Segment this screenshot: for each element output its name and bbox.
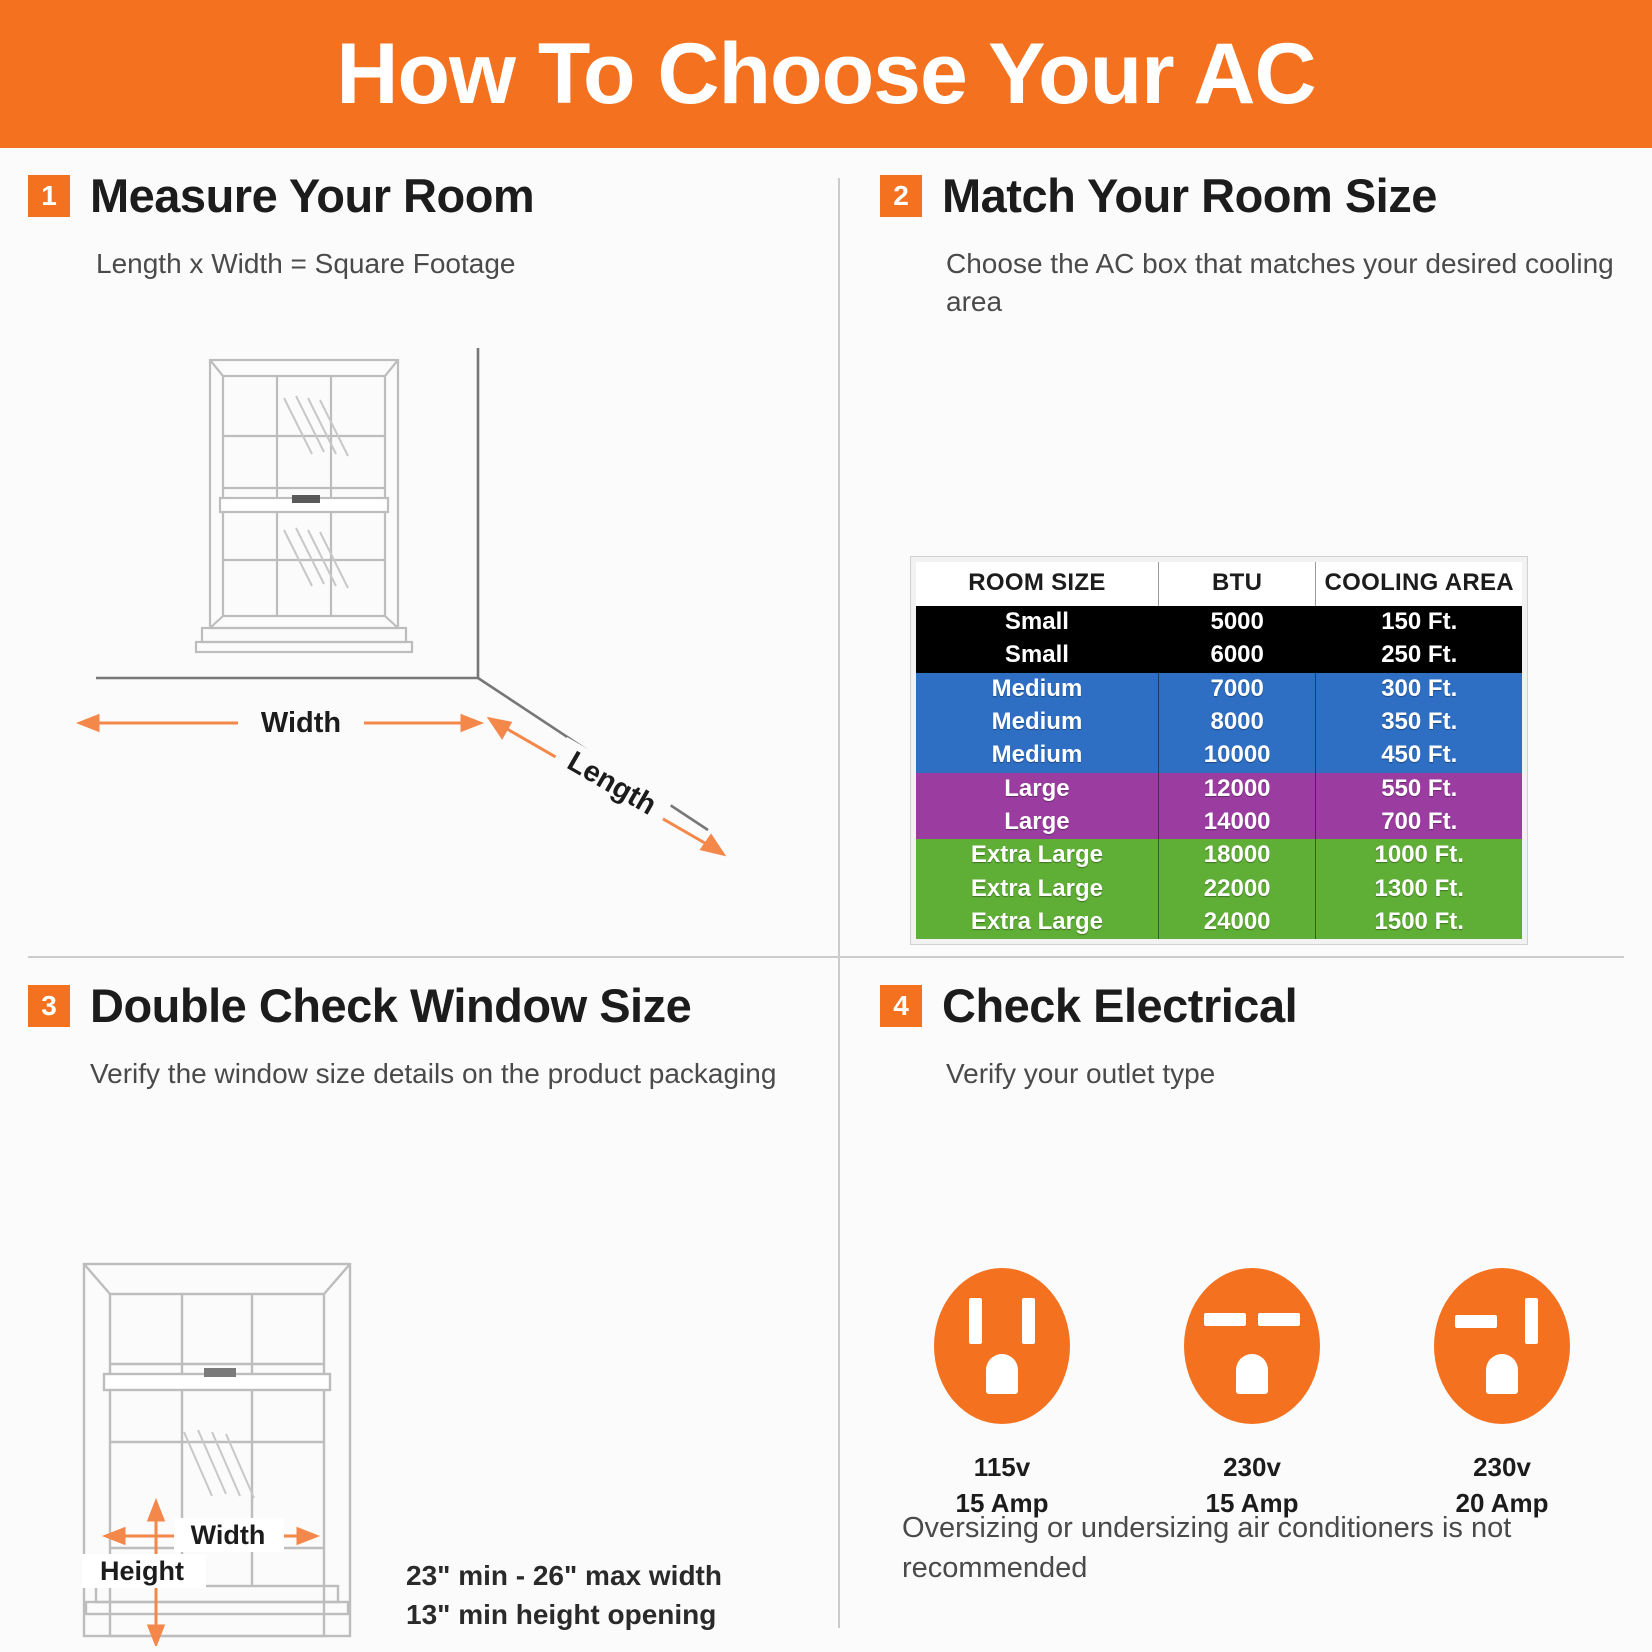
section-double-check-window-size (28, 978, 818, 1631)
section-2-subtitle: Choose the AC box that matches your desired cooling area (946, 248, 1614, 317)
outlet-3-amps: 20 Amp (1455, 1487, 1549, 1518)
cell-room_size: Small (916, 606, 1158, 639)
content-grid (0, 148, 1652, 1652)
cell-cooling_area: 150 Ft. (1316, 606, 1522, 639)
outlet-1-amps: 15 Amp (955, 1487, 1049, 1518)
section-4-title: Check Electrical (942, 979, 1298, 1032)
room-diagram-svg (68, 348, 788, 868)
outlet-slot-left-horizontal (1204, 1313, 1246, 1326)
outlet-slot-left-horizontal (1455, 1315, 1497, 1328)
window-illustration-icon (196, 360, 412, 652)
section-4-header (880, 978, 1630, 1033)
cell-cooling_area: 550 Ft. (1316, 773, 1522, 806)
ac-sizing-table-wrapper (910, 556, 1528, 945)
cell-cooling_area: 1300 Ft. (1316, 873, 1522, 906)
step-badge-4: 4 (880, 985, 922, 1027)
outlet-option-3[interactable] (1402, 1268, 1602, 1522)
cell-cooling_area: 250 Ft. (1316, 639, 1522, 672)
section-3-header (28, 978, 818, 1033)
column-header-btu: BTU (1158, 562, 1316, 606)
outlet-ground-hole (1236, 1354, 1268, 1394)
width-label: Width (260, 707, 342, 739)
table-row (916, 806, 1522, 839)
outlet-ground-hole (1486, 1354, 1518, 1394)
length-label-group (549, 737, 674, 830)
cell-cooling_area: 1000 Ft. (1316, 839, 1522, 872)
table-row (916, 673, 1522, 706)
section-1-subtitle: Length x Width = Square Footage (96, 248, 516, 279)
cell-btu: 5000 (1158, 606, 1316, 639)
section-1-title: Measure Your Room (90, 169, 535, 222)
page-header (0, 0, 1652, 148)
cell-cooling_area: 700 Ft. (1316, 806, 1522, 839)
cell-btu: 6000 (1158, 639, 1316, 672)
cell-cooling_area: 300 Ft. (1316, 673, 1522, 706)
table-row (916, 873, 1522, 906)
section-2-header (880, 168, 1630, 223)
cell-cooling_area: 350 Ft. (1316, 706, 1522, 739)
cell-room_size: Extra Large (916, 839, 1158, 872)
section-3-title: Double Check Window Size (90, 979, 692, 1032)
length-label: Length (561, 745, 662, 822)
page-title: How To Choose Your AC (336, 26, 1316, 122)
outlet-230v-15amp-icon (1184, 1268, 1320, 1424)
cell-room_size: Medium (916, 739, 1158, 772)
window-width-label: Width (190, 1520, 266, 1550)
cell-btu: 10000 (1158, 739, 1316, 772)
table-row (916, 639, 1522, 672)
outlet-slot-right-vertical (1525, 1298, 1538, 1344)
outlet-1-volts: 115v (973, 1452, 1031, 1482)
table-row (916, 606, 1522, 639)
column-header-room-size: ROOM SIZE (916, 562, 1158, 606)
outlet-2-amps: 15 Amp (1205, 1487, 1299, 1518)
cell-btu: 8000 (1158, 706, 1316, 739)
column-header-cooling-area: COOLING AREA (1316, 562, 1522, 606)
outlet-ground-hole (986, 1354, 1018, 1394)
outlet-option-2[interactable] (1152, 1268, 1352, 1522)
cell-btu: 22000 (1158, 873, 1316, 906)
outlet-slot-right-horizontal (1258, 1313, 1300, 1326)
cell-btu: 7000 (1158, 673, 1316, 706)
cell-cooling_area: 450 Ft. (1316, 739, 1522, 772)
window-size-svg (76, 1246, 376, 1646)
window-measurement-note (406, 1556, 722, 1634)
outlet-230v-20amp-icon (1434, 1268, 1570, 1424)
cell-room_size: Small (916, 639, 1158, 672)
window-size-diagram (76, 1246, 376, 1646)
step-badge-1: 1 (28, 175, 70, 217)
outlet-3-volts: 230v (1473, 1452, 1531, 1482)
cell-room_size: Extra Large (916, 906, 1158, 939)
cell-cooling_area: 1500 Ft. (1316, 906, 1522, 939)
vertical-divider (838, 178, 840, 1628)
outlet-2-volts: 230v (1223, 1452, 1281, 1482)
section-measure-your-room (28, 168, 818, 948)
section-2-title: Match Your Room Size (942, 169, 1437, 222)
outlet-115v-15amp-icon (934, 1268, 1070, 1424)
table-header-row (916, 562, 1522, 606)
table-row (916, 773, 1522, 806)
window-height-label: Height (100, 1556, 184, 1586)
cell-room_size: Large (916, 806, 1158, 839)
table-body (916, 606, 1522, 939)
electrical-footer-note: Oversizing or undersizing air conditioners is not recommended (902, 1512, 1512, 1585)
cell-room_size: Large (916, 773, 1158, 806)
cell-room_size: Medium (916, 706, 1158, 739)
window-note-line-1: 23" min - 26" max width (406, 1560, 722, 1591)
outlet-slot-left-vertical (969, 1298, 982, 1344)
cell-room_size: Extra Large (916, 873, 1158, 906)
table-row (916, 839, 1522, 872)
table-row (916, 906, 1522, 939)
ac-sizing-table (916, 562, 1522, 939)
cell-room_size: Medium (916, 673, 1158, 706)
section-4-subtitle: Verify your outlet type (946, 1058, 1216, 1089)
cell-btu: 14000 (1158, 806, 1316, 839)
outlet-option-1[interactable] (902, 1268, 1102, 1522)
room-measurement-diagram (68, 348, 788, 868)
cell-btu: 12000 (1158, 773, 1316, 806)
room-corner-lines (96, 348, 708, 830)
cell-btu: 24000 (1158, 906, 1316, 939)
table-head (916, 562, 1522, 606)
section-check-electrical (880, 978, 1630, 1628)
outlet-slot-right-vertical (1022, 1298, 1035, 1344)
window-glare-icon (184, 1430, 254, 1498)
section-1-header (28, 168, 818, 223)
table-row (916, 706, 1522, 739)
section-3-subtitle: Verify the window size details on the product packaging (90, 1058, 777, 1089)
outlet-type-list (902, 1268, 1602, 1522)
horizontal-divider (28, 956, 1624, 958)
step-badge-2: 2 (880, 175, 922, 217)
window-note-line-2: 13" min height opening (406, 1599, 717, 1631)
step-badge-3: 3 (28, 985, 70, 1027)
cell-btu: 18000 (1158, 839, 1316, 872)
section-match-your-room-size (880, 168, 1630, 948)
table-row (916, 739, 1522, 772)
